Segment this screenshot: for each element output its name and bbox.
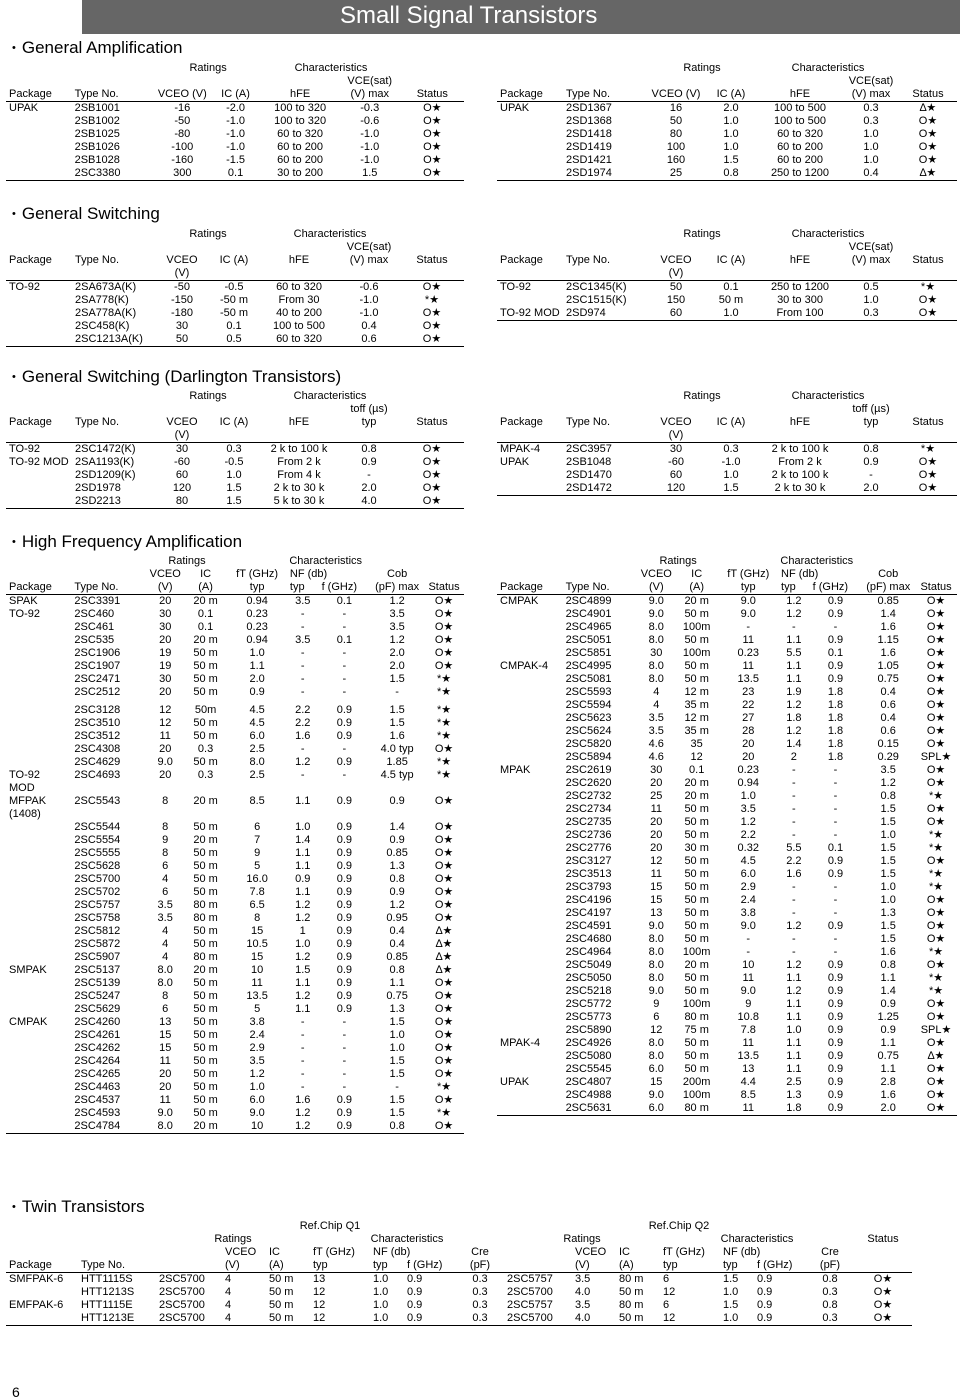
table-row: 2SC5631 6.0 80 m 11 1.8 0.9 2.0 O★ <box>497 1102 957 1116</box>
table-row: 2SC3128 12 50m 4.5 2.2 0.9 1.5 *★ <box>74 704 452 716</box>
table-row: UPAK 2SB1001 -16 -2.0 100 to 320 -0.3 O★ <box>9 102 442 114</box>
table-row: 2SC3380 300 0.1 30 to 200 1.5 O★ <box>6 167 464 181</box>
table-darlington-right: Ratings Characteristics toff (µs) Package Type No. VCEO IC (A) hFE typ Status (V) MPAK-4 2SC3957 30 0.3 2 k to 100 k 0.8 *★ UPAK 2SB1048 -60 -1.0 From 2 k 0.9 O★ 2SD1470 60 1.0 2 k to 100 k - O★ 2SD1472 120 1.5 2 k to 30 k 2.0 O★ <box>497 390 957 496</box>
table-row: 2SC5051 8.0 50 m 11 1.1 0.9 1.15 O★ <box>565 634 946 646</box>
header-bar <box>82 0 960 34</box>
table-row: 2SC5544 8 50 m 6 1.0 0.9 1.4 O★ <box>74 821 454 833</box>
table-row: 2SC5624 3.5 35 m 28 1.2 1.8 0.6 O★ <box>565 725 946 737</box>
table-general-amp-right: Ratings Characteristics VCE(sat) Package Type No. VCEO (V) IC (A) hFE (V) max Status UPAK 2SD1367 16 2.0 100 to 500 0.3 ∆★ 2SD1368 50 1.0 100 to 500 0.3 O★ 2SD1418 80 1.0 60 to 320 1.0 O★ 2SD1419 100 1.0 60 to 200 1.0 O★ 2SD1421 160 1.5 60 to 200 1.0 O★ 2SD1974 25 0.8 250 to 1200 0.4 ∆★ <box>497 62 957 181</box>
table-row: MFPAK (1408) 2SC5543 8 20 m 8.5 1.1 0.9 0.9 O★ <box>9 795 454 820</box>
table-row: 2SC5593 4 12 m 23 1.9 1.8 0.4 O★ <box>565 686 946 698</box>
table-row: HTT1213E 2SC5700 4 50 m 12 1.0 0.9 0.3 2SC5700 4.0 50 m 12 1.0 0.9 0.3 O★ <box>6 1312 912 1326</box>
table-row: 2SC5628 6 50 m 5 1.1 0.9 1.3 O★ <box>74 860 454 872</box>
table-row: 2SC5872 4 50 m 10.5 1.0 0.9 0.4 ∆★ <box>74 938 453 950</box>
page-number: 6 <box>12 1384 20 1400</box>
table-row: HTT1213S 2SC5700 4 50 m 12 1.0 0.9 0.3 2SC5700 4.0 50 m 12 1.0 0.9 0.3 O★ <box>81 1286 893 1298</box>
table-row: 2SC5773 6 80 m 10.8 1.1 0.9 1.25 O★ <box>565 1011 946 1023</box>
section-high-frequency: • High Frequency Amplification <box>12 532 242 552</box>
table-row: 2SC3510 12 50 m 4.5 2.2 0.9 1.5 *★ <box>74 717 452 729</box>
table-row: CMPAK 2SC4260 13 50 m 3.8 - - 1.5 O★ <box>9 1016 454 1028</box>
table-row: 2SC4261 15 50 m 2.4 - - 1.0 O★ <box>74 1029 454 1041</box>
table-row: 2SC5758 3.5 80 m 8 1.2 0.9 0.95 O★ <box>74 912 454 924</box>
table-row: CMPAK 2SC4899 9.0 20 m 9.0 1.2 0.9 0.85 O★ <box>500 595 946 607</box>
table-general-switching-right: Ratings Characteristics VCE(sat) Package Type No. VCEO IC (A) hFE (V) max Status (V) TO-92 2SC1345(K) 50 0.1 250 to 1200 0.5 *★ 2SC1515(K) 150 50 m 30 to 300 1.0 O★ TO-92 MOD 2SD974 60 1.0 From 100 0.3 O★ <box>497 228 957 321</box>
table-row: 2SC5629 6 50 m 5 1.1 0.9 1.3 O★ <box>74 1003 454 1015</box>
table-row: 2SD1978 120 1.5 2 k to 30 k 2.0 O★ <box>75 482 442 494</box>
table-row: 2SC5081 8.0 50 m 13.5 1.1 0.9 0.75 O★ <box>565 673 946 685</box>
table-row: 2SC535 20 20 m 0.94 3.5 0.1 1.2 O★ <box>74 634 454 646</box>
table-general-switching-left: Ratings Characteristics VCE(sat) Package Type No. VCEO IC (A) hFE (V) max Status (V) TO-92 2SA673A(K) -50 -0.5 60 to 320 -0.6 O★ 2SA778(K) -150 -50 m From 30 -1.0 *★ 2SA778A(K) -180 -50 m 40 to 200 -1.0 O★ 2SC458(K) 30 0.1 100 to 500 0.4 O★ 2SC1213A(K) 50 0.5 60 to 320 0.6 O★ <box>6 228 464 347</box>
table-row: 2SC2734 11 50 m 3.5 - - 1.5 O★ <box>565 803 946 815</box>
table-row: 2SC4262 15 50 m 2.9 - - 1.0 O★ <box>74 1042 454 1054</box>
table-row: 2SC4964 8.0 100m - - - 1.6 *★ <box>565 946 944 958</box>
table-row: 2SC5820 4.6 35 20 1.4 1.8 0.15 O★ <box>565 738 946 750</box>
table-row: UPAK 2SD1367 16 2.0 100 to 500 0.3 ∆★ <box>500 102 937 114</box>
table-row: 2SC5080 8.0 50 m 13.5 1.1 0.9 0.75 ∆★ <box>565 1050 945 1062</box>
table-row: 2SD1209(K) 60 1.0 From 4 k - O★ <box>75 469 442 481</box>
table-row: MPAK-4 2SC4926 8.0 50 m 11 1.1 0.9 1.1 O★ <box>500 1037 946 1049</box>
table-row: 2SC2776 20 30 m 0.32 5.5 0.1 1.5 *★ <box>565 842 944 854</box>
table-row: 2SC4901 9.0 50 m 9.0 1.2 0.9 1.4 O★ <box>565 608 946 620</box>
table-general-amp-left: Ratings Characteristics VCE(sat) Package Type No. VCEO (V) IC (A) hFE (V) max Status UPAK 2SB1001 -16 -2.0 100 to 320 -0.3 O★ 2SB1002 -50 -1.0 100 to 320 -0.6 O★ 2SB1025 -80 -1.0 60 to 320 -1.0 O★ 2SB1026 -100 -1.0 60 to 200 -1.0 O★ 2SB1028 -160 -1.5 60 to 200 -1.0 O★ 2SC3380 300 0.1 30 to 200 1.5 O★ <box>6 62 464 181</box>
page-title: Small Signal Transistors <box>340 2 598 29</box>
table-row: SPAK 2SC3391 20 20 m 0.94 3.5 0.1 1.2 O★ <box>9 595 454 607</box>
table-row: SMPAK 2SC5137 8.0 20 m 10 1.5 0.9 0.8 ∆★ <box>9 964 453 976</box>
table-row: TO-92 2SC460 30 0.1 0.23 - - 3.5 O★ <box>9 608 454 620</box>
table-row: TO-92 2SC1345(K) 50 0.1 250 to 1200 0.5 *★ <box>500 281 936 293</box>
table-row: 2SC4784 8.0 20 m 10 1.2 0.9 0.8 O★ <box>6 1120 464 1134</box>
table-row: 2SC5050 8.0 50 m 11 1.1 0.9 1.1 *★ <box>565 972 944 984</box>
table-row: 2SC4988 9.0 100m 8.5 1.3 0.9 1.6 O★ <box>565 1089 946 1101</box>
table-row: 2SC461 30 0.1 0.23 - - 3.5 O★ <box>74 621 454 633</box>
table-row: 2SC2471 30 50 m 2.0 - - 1.5 *★ <box>74 673 452 685</box>
table-row: 2SC5594 4 35 m 22 1.2 1.8 0.6 O★ <box>565 699 946 711</box>
table-row: 2SC4537 11 50 m 6.0 1.6 0.9 1.5 O★ <box>74 1094 454 1106</box>
table-row: 2SC4463 20 50 m 1.0 - - - *★ <box>74 1081 452 1093</box>
table-row: 2SC2512 20 50 m 0.9 - - - *★ <box>74 686 452 698</box>
table-row: 2SD1419 100 1.0 60 to 200 1.0 O★ <box>566 141 938 153</box>
table-row: 2SD1368 50 1.0 100 to 500 0.3 O★ <box>566 115 938 127</box>
table-darlington-left: Ratings Characteristics toff (µs) Package Type No. VCEO IC (A) hFE typ Status (V) TO-92 2SC1472(K) 30 0.3 2 k to 100 k 0.8 O★ TO-92 MOD 2SA1193(K) -60 -0.5 From 2 k 0.9 O★ 2SD1209(K) 60 1.0 From 4 k - O★ 2SD1978 120 1.5 2 k to 30 k 2.0 O★ 2SD2213 80 1.5 5 k to 30 k 4.0 O★ <box>6 390 464 509</box>
table-row: MPAK-4 2SC3957 30 0.3 2 k to 100 k 0.8 *★ <box>500 443 936 455</box>
table-row: MPAK 2SC2619 30 0.1 0.23 - - 3.5 O★ <box>500 764 946 776</box>
table-row: 2SC4265 20 50 m 1.2 - - 1.5 O★ <box>74 1068 454 1080</box>
table-twin-transistors: Ref.Chip Q1 Ref.Chip Q2 Ratings Characteristics Ratings Characteristics Status VCEO IC fT (GHz) NF (db) Cre VCEO IC fT (GHz) NF (db) Cre Package Type No. (V) (A) typ typ f (GHz) (pF) (V) (A) typ typ f (GHz) (pF) SMFPAK-6 HTT1115S 2SC5700 4 50 m 13 1.0 0.9 0.3 2SC5757 3.5 80 m 6 1.5 0.9 0.8 O★ HTT1213S 2SC5700 4 50 m 12 1.0 0.9 0.3 2SC5700 4.0 50 m 12 1.0 0.9 0.3 O★ EMFPAK-6 HTT1115E 2SC5700 4 50 m 12 1.0 0.9 0.3 2SC5757 3.5 80 m 6 1.5 0.9 0.8 O★ HTT1213E 2SC5700 4 50 m 12 1.0 0.9 0.3 2SC5700 4.0 50 m 12 1.0 0.9 0.3 O★ <box>6 1220 912 1326</box>
table-row: 2SB1026 -100 -1.0 60 to 200 -1.0 O★ <box>74 141 442 153</box>
table-row: 2SD2213 80 1.5 5 k to 30 k 4.0 O★ <box>6 495 464 509</box>
table-row: 2SC5623 3.5 12 m 27 1.8 1.8 0.4 O★ <box>565 712 946 724</box>
table-row: TO-92 MOD 2SA1193(K) -60 -0.5 From 2 k 0.9 O★ <box>9 456 442 468</box>
table-row: 2SC4680 8.0 50 m - - - 1.5 O★ <box>565 933 946 945</box>
table-row: EMFPAK-6 HTT1115E 2SC5700 4 50 m 12 1.0 0.9 0.3 2SC5757 3.5 80 m 6 1.5 0.9 0.8 O★ <box>9 1299 893 1311</box>
table-row: 2SC5247 8 50 m 13.5 1.2 0.9 0.75 O★ <box>74 990 454 1002</box>
table-row: UPAK 2SC4807 15 200m 4.4 2.5 0.9 2.8 O★ <box>500 1076 946 1088</box>
table-row: 2SC458(K) 30 0.1 100 to 500 0.4 O★ <box>75 320 442 332</box>
table-row: 2SC5218 9.0 50 m 9.0 1.2 0.9 1.4 *★ <box>565 985 944 997</box>
table-row: 2SC1213A(K) 50 0.5 60 to 320 0.6 O★ <box>6 333 464 347</box>
table-row: 2SC4264 11 50 m 3.5 - - 1.5 O★ <box>74 1055 454 1067</box>
table-row: 2SC4196 15 50 m 2.4 - - 1.0 O★ <box>565 894 946 906</box>
table-row: 2SC5554 9 20 m 7 1.4 0.9 0.9 O★ <box>74 834 454 846</box>
table-row: 2SD1470 60 1.0 2 k to 100 k - O★ <box>566 469 938 481</box>
table-row: 2SC4308 20 0.3 2.5 - - 4.0 typ O★ <box>74 743 454 755</box>
table-row: 2SD1418 80 1.0 60 to 320 1.0 O★ <box>566 128 938 140</box>
table-row: 2SC5757 3.5 80 m 6.5 1.2 0.9 1.2 O★ <box>74 899 454 911</box>
table-row: 2SB1002 -50 -1.0 100 to 320 -0.6 O★ <box>74 115 442 127</box>
table-row: 2SC5049 8.0 20 m 10 1.2 0.9 0.8 O★ <box>565 959 946 971</box>
table-high-frequency-left: Ratings Characteristics VCEO IC fT (GHz) NF (db) Cob Package Type No. (V) (A) typ typ f (GHz) (pF) max Status SPAK 2SC3391 20 20 m 0.94 3.5 0.1 1.2 O★ TO-92 2SC460 30 0.1 0.23 - - 3.5 O★ 2SC461 30 0.1 0.23 - - 3.5 O★ 2SC535 20 20 m 0.94 3.5 0.1 1.2 O★ 2SC1906 19 50 m 1.0 - - 2.0 O★ 2SC1907 19 50 m 1.1 - - 2.0 O★ 2SC2471 30 50 m 2.0 - - 1.5 *★ 2SC2512 20 50 m 0.9 - - - *★ 2SC3128 12 50m 4.5 2.2 0.9 1.5 *★ 2SC3510 12 50 m 4.5 2.2 0.9 1.5 *★ 2SC3512 11 50 m 6.0 1.6 0.9 1.6 *★ 2SC4308 20 0.3 2.5 - - 4.0 typ O★ 2SC4629 9.0 50 m 8.0 1.2 0.9 1.85 *★ TO-92 MOD 2SC4693 20 0.3 2.5 - - 4.5 typ *★ MFPAK (1408) 2SC5543 8 20 m 8.5 1.1 0.9 0.9 O★ 2SC5544 8 50 m 6 1.0 0.9 1.4 O★ 2SC5554 9 20 m 7 1.4 0.9 0.9 O★ 2SC5555 8 50 m 9 1.1 0.9 0.85 O★ 2SC5628 6 50 m 5 1.1 0.9 1.3 O★ 2SC5700 4 50 m 16.0 0.9 0.9 0.8 O★ 2SC5702 6 50 m 7.8 1.1 0.9 0.9 O★ 2SC5757 3.5 80 m 6.5 1.2 0.9 1.2 O★ 2SC5758 3.5 80 m 8 1.2 0.9 0.95 O★ 2SC5812 4 50 m 15 1 0.9 0.4 ∆★ 2SC5872 4 50 m 10.5 1.0 0.9 0.4 ∆★ 2SC5907 4 80 m 15 1.2 0.9 0.85 ∆★ SMPAK 2SC5137 8.0 20 m 10 1.5 0.9 0.8 ∆★ 2SC5139 8.0 50 m 11 1.1 0.9 1.1 O★ 2SC5247 8 50 m 13.5 1.2 0.9 0.75 O★ 2SC5629 6 50 m 5 1.1 0.9 1.3 O★ CMPAK 2SC4260 13 50 m 3.8 - - 1.5 O★ 2SC4261 15 50 m 2.4 - - 1.0 O★ 2SC4262 15 50 m 2.9 - - 1.0 O★ 2SC4264 11 50 m 3.5 - - 1.5 O★ 2SC4265 20 50 m 1.2 - - 1.5 O★ 2SC4463 20 50 m 1.0 - - - *★ 2SC4537 11 50 m 6.0 1.6 0.9 1.5 O★ 2SC4593 9.0 50 m 9.0 1.2 0.9 1.5 *★ 2SC4784 8.0 20 m 10 1.2 0.9 0.8 O★ <box>6 555 464 1134</box>
table-row: CMPAK-4 2SC4995 8.0 50 m 11 1.1 0.9 1.05 O★ <box>500 660 946 672</box>
table-row: 2SC4591 9.0 50 m 9.0 1.2 0.9 1.5 O★ <box>565 920 946 932</box>
table-row: 2SC2735 20 50 m 1.2 - - 1.5 O★ <box>565 816 946 828</box>
table-row: 2SB1025 -80 -1.0 60 to 320 -1.0 O★ <box>74 128 442 140</box>
table-row: 2SC5907 4 80 m 15 1.2 0.9 0.85 ∆★ <box>74 951 453 963</box>
section-general-amplification: • General Amplification <box>12 38 183 58</box>
table-row: 2SC3513 11 50 m 6.0 1.6 0.9 1.5 *★ <box>565 868 944 880</box>
table-row: 2SD1472 120 1.5 2 k to 30 k 2.0 O★ <box>497 482 957 496</box>
table-row: 2SA778(K) -150 -50 m From 30 -1.0 *★ <box>75 294 440 306</box>
section-general-switching: • General Switching <box>12 204 160 224</box>
table-row: TO-92 MOD 2SD974 60 1.0 From 100 0.3 O★ <box>497 307 957 321</box>
table-row: TO-92 MOD 2SC4693 20 0.3 2.5 - - 4.5 typ *★ <box>9 769 452 794</box>
table-row: 2SC5702 6 50 m 7.8 1.1 0.9 0.9 O★ <box>74 886 454 898</box>
table-row: 2SC3512 11 50 m 6.0 1.6 0.9 1.6 *★ <box>74 730 452 742</box>
table-row: 2SC5812 4 50 m 15 1 0.9 0.4 ∆★ <box>74 925 453 937</box>
table-row: TO-92 2SC1472(K) 30 0.3 2 k to 100 k 0.8 O★ <box>9 443 442 455</box>
table-row: 2SD1974 25 0.8 250 to 1200 0.4 ∆★ <box>497 167 957 181</box>
table-row: 2SC1906 19 50 m 1.0 - - 2.0 O★ <box>74 647 454 659</box>
table-row: 2SC1907 19 50 m 1.1 - - 2.0 O★ <box>74 660 454 672</box>
table-row: 2SC3127 12 50 m 4.5 2.2 0.9 1.5 O★ <box>565 855 946 867</box>
table-row: 2SC5700 4 50 m 16.0 0.9 0.9 0.8 O★ <box>74 873 454 885</box>
table-row: TO-92 2SA673A(K) -50 -0.5 60 to 320 -0.6 O★ <box>9 281 442 293</box>
table-row: 2SA778A(K) -180 -50 m 40 to 200 -1.0 O★ <box>75 307 442 319</box>
section-darlington: • General Switching (Darlington Transistors) <box>12 367 341 387</box>
table-row: 2SC5894 4.6 12 20 2 1.8 0.29 SPL★ <box>565 751 952 763</box>
table-row: UPAK 2SB1048 -60 -1.0 From 2 k 0.9 O★ <box>500 456 938 468</box>
table-row: 2SC5890 12 75 m 7.8 1.0 0.9 0.9 SPL★ <box>565 1024 952 1036</box>
table-row: 2SC5139 8.0 50 m 11 1.1 0.9 1.1 O★ <box>74 977 454 989</box>
table-row: 2SC4593 9.0 50 m 9.0 1.2 0.9 1.5 *★ <box>74 1107 452 1119</box>
table-row: 2SC3793 15 50 m 2.9 - - 1.0 *★ <box>565 881 944 893</box>
table-row: 2SC2732 25 20 m 1.0 - - 0.8 *★ <box>565 790 944 802</box>
table-row: 2SC4629 9.0 50 m 8.0 1.2 0.9 1.85 *★ <box>74 756 452 768</box>
table-row: 2SC5851 30 100m 0.23 5.5 0.1 1.6 O★ <box>565 647 946 659</box>
table-row: SMFPAK-6 HTT1115S 2SC5700 4 50 m 13 1.0 0.9 0.3 2SC5757 3.5 80 m 6 1.5 0.9 0.8 O★ <box>9 1273 893 1285</box>
table-high-frequency-right: Ratings Characteristics VCEO IC fT (GHz) NF (db) Cob Package Type No. (V) (A) typ typ f (GHz) (pF) max Status CMPAK 2SC4899 9.0 20 m 9.0 1.2 0.9 0.85 O★ 2SC4901 9.0 50 m 9.0 1.2 0.9 1.4 O★ 2SC4965 8.0 100m - - - 1.6 O★ 2SC5051 8.0 50 m 11 1.1 0.9 1.15 O★ 2SC5851 30 100m 0.23 5.5 0.1 1.6 O★ CMPAK-4 2SC4995 8.0 50 m 11 1.1 0.9 1.05 O★ 2SC5081 8.0 50 m 13.5 1.1 0.9 0.75 O★ 2SC5593 4 12 m 23 1.9 1.8 0.4 O★ 2SC5594 4 35 m 22 1.2 1.8 0.6 O★ 2SC5623 3.5 12 m 27 1.8 1.8 0.4 O★ 2SC5624 3.5 35 m 28 1.2 1.8 0.6 O★ 2SC5820 4.6 35 20 1.4 1.8 0.15 O★ 2SC5894 4.6 12 20 2 1.8 0.29 SPL★ MPAK 2SC2619 30 0.1 0.23 - - 3.5 O★ 2SC2620 20 20 m 0.94 - - 1.2 O★ 2SC2732 25 20 m 1.0 - - 0.8 *★ 2SC2734 11 50 m 3.5 - - 1.5 O★ 2SC2735 20 50 m 1.2 - - 1.5 O★ 2SC2736 20 50 m 2.2 - - 1.0 *★ 2SC2776 20 30 m 0.32 5.5 0.1 1.5 *★ 2SC3127 12 50 m 4.5 2.2 0.9 1.5 O★ 2SC3513 11 50 m 6.0 1.6 0.9 1.5 *★ 2SC3793 15 50 m 2.9 - - 1.0 *★ 2SC4196 15 50 m 2.4 - - 1.0 O★ 2SC4197 13 50 m 3.8 - - 1.3 O★ 2SC4591 9.0 50 m 9.0 1.2 0.9 1.5 O★ 2SC4680 8.0 50 m - - - 1.5 O★ 2SC4964 8.0 100m - - - 1.6 *★ 2SC5049 8.0 20 m 10 1.2 0.9 0.8 O★ 2SC5050 8.0 50 m 11 1.1 0.9 1.1 *★ 2SC5218 9.0 50 m 9.0 1.2 0.9 1.4 *★ 2SC5772 9 100m 9 1.1 0.9 0.9 O★ 2SC5773 6 80 m 10.8 1.1 0.9 1.25 O★ 2SC5890 12 75 m 7.8 1.0 0.9 0.9 SPL★ MPAK-4 2SC4926 8.0 50 m 11 1.1 0.9 1.1 O★ 2SC5080 8.0 50 m 13.5 1.1 0.9 0.75 ∆★ 2SC5545 6.0 50 m 13 1.1 0.9 1.1 O★ UPAK 2SC4807 15 200m 4.4 2.5 0.9 2.8 O★ 2SC4988 9.0 100m 8.5 1.3 0.9 1.6 O★ 2SC5631 6.0 80 m 11 1.8 0.9 2.0 O★ <box>497 555 957 1116</box>
table-row: 2SC4965 8.0 100m - - - 1.6 O★ <box>565 621 946 633</box>
table-row: 2SC5545 6.0 50 m 13 1.1 0.9 1.1 O★ <box>565 1063 946 1075</box>
table-row: 2SB1028 -160 -1.5 60 to 200 -1.0 O★ <box>74 154 442 166</box>
table-row: 2SC5555 8 50 m 9 1.1 0.9 0.85 O★ <box>74 847 454 859</box>
section-twin-transistors: • Twin Transistors <box>12 1197 145 1217</box>
table-row: 2SC5772 9 100m 9 1.1 0.9 0.9 O★ <box>565 998 946 1010</box>
table-row: 2SC4197 13 50 m 3.8 - - 1.3 O★ <box>565 907 946 919</box>
table-row: 2SC2736 20 50 m 2.2 - - 1.0 *★ <box>565 829 944 841</box>
table-row: 2SC1515(K) 150 50 m 30 to 300 1.0 O★ <box>566 294 938 306</box>
table-row: 2SD1421 160 1.5 60 to 200 1.0 O★ <box>566 154 938 166</box>
table-row: 2SC2620 20 20 m 0.94 - - 1.2 O★ <box>565 777 946 789</box>
